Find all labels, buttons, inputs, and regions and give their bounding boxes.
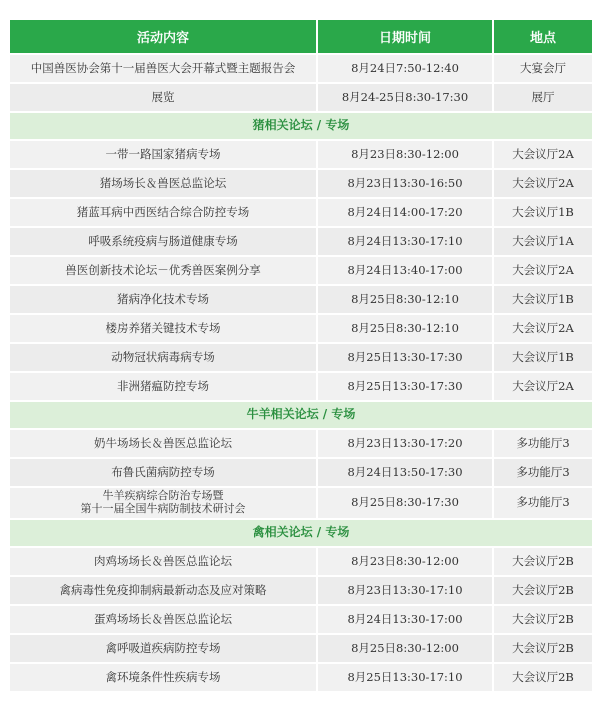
table-row: [9, 429, 593, 458]
location-cell: 大会议厅2B: [493, 576, 593, 605]
datetime-cell: 8月24日13:30-17:10: [317, 227, 493, 256]
datetime-cell: 8月24日7:50-12:40: [317, 54, 493, 83]
table-row: [9, 227, 593, 256]
location-cell: 多功能厅3: [493, 458, 593, 487]
location-cell: 大会议厅1B: [493, 285, 593, 314]
section-header-poultry: [9, 519, 593, 547]
table-row: [9, 576, 593, 605]
table-row: [9, 372, 593, 401]
table-row: [9, 140, 593, 169]
location-cell: 多功能厅3: [493, 487, 593, 519]
activity-cell: 非洲猪瘟防控专场: [9, 372, 317, 401]
activity-line-1: 牛羊疾病综合防治专场暨: [102, 489, 224, 503]
table-row: [9, 83, 593, 112]
table-row: [9, 198, 593, 227]
table-row: [9, 54, 593, 83]
datetime-cell: 8月23日13:30-17:20: [317, 429, 493, 458]
activity-cell: 兽医创新技术论坛－优秀兽医案例分享: [9, 256, 317, 285]
location-cell: 大会议厅2A: [493, 140, 593, 169]
table-row: [9, 547, 593, 576]
activity-cell: 禽环境条件性疾病专场: [9, 663, 317, 692]
datetime-cell: 8月25日13:30-17:30: [317, 372, 493, 401]
activity-cell: 呼吸系统疫病与肠道健康专场: [9, 227, 317, 256]
table-row: [9, 169, 593, 198]
table-row: [9, 605, 593, 634]
activity-cell: 一带一路国家猪病专场: [9, 140, 317, 169]
table-row: [9, 663, 593, 692]
header-row: [9, 19, 593, 54]
table-row: [9, 285, 593, 314]
location-cell: 大会议厅2A: [493, 314, 593, 343]
location-cell: 展厅: [493, 83, 593, 112]
location-cell: 大会议厅1A: [493, 227, 593, 256]
location-cell: 大会议厅1B: [493, 198, 593, 227]
activity-cell: 蛋鸡场场长＆兽医总监论坛: [9, 605, 317, 634]
datetime-cell: 8月25日13:30-17:10: [317, 663, 493, 692]
table-row: [9, 314, 593, 343]
datetime-cell: 8月24日13:40-17:00: [317, 256, 493, 285]
table-row: [9, 343, 593, 372]
table-row: [9, 256, 593, 285]
activity-cell: 中国兽医协会第十一届兽医大会开幕式暨主题报告会: [9, 54, 317, 83]
datetime-cell: 8月23日8:30-12:00: [317, 140, 493, 169]
datetime-cell: 8月24日13:50-17:30: [317, 458, 493, 487]
section-header-cattle: [9, 401, 593, 429]
location-cell: 大会议厅2B: [493, 605, 593, 634]
schedule-table: [8, 18, 594, 693]
section-header-pig: [9, 112, 593, 140]
activity-cell: 猪场场长＆兽医总监论坛: [9, 169, 317, 198]
activity-cell: 展览: [9, 83, 317, 112]
datetime-cell: 8月24日14:00-17:20: [317, 198, 493, 227]
activity-cell: 楼房养猪关键技术专场: [9, 314, 317, 343]
location-cell: 大会议厅2B: [493, 634, 593, 663]
section-title: 禽相关论坛 / 专场: [9, 519, 593, 547]
datetime-cell: 8月25日8:30-12:10: [317, 285, 493, 314]
activity-cell: 猪病净化技术专场: [9, 285, 317, 314]
activity-cell: 动物冠状病毒病专场: [9, 343, 317, 372]
header-activity: 活动内容: [9, 19, 317, 54]
location-cell: 大会议厅2A: [493, 372, 593, 401]
activity-cell: 奶牛场场长＆兽医总监论坛: [9, 429, 317, 458]
activity-line-2: 第十一届全国牛病防制技术研讨会: [80, 502, 246, 515]
datetime-cell: 8月25日8:30-12:00: [317, 634, 493, 663]
datetime-cell: 8月25日8:30-17:30: [317, 487, 493, 519]
datetime-cell: 8月23日13:30-16:50: [317, 169, 493, 198]
table-row: [9, 458, 593, 487]
section-title: 牛羊相关论坛 / 专场: [9, 401, 593, 429]
activity-cell: [9, 487, 317, 519]
location-cell: 大会议厅2A: [493, 169, 593, 198]
datetime-cell: 8月24-25日8:30-17:30: [317, 83, 493, 112]
location-cell: 大会议厅1B: [493, 343, 593, 372]
location-cell: 多功能厅3: [493, 429, 593, 458]
location-cell: 大会议厅2A: [493, 256, 593, 285]
datetime-cell: 8月23日13:30-17:10: [317, 576, 493, 605]
section-title: 猪相关论坛 / 专场: [9, 112, 593, 140]
activity-cell: 禽病毒性免疫抑制病最新动态及应对策略: [9, 576, 317, 605]
datetime-cell: 8月24日13:30-17:00: [317, 605, 493, 634]
datetime-cell: 8月25日8:30-12:10: [317, 314, 493, 343]
location-cell: 大宴会厅: [493, 54, 593, 83]
table-row: [9, 487, 593, 519]
activity-cell: 禽呼吸道疾病防控专场: [9, 634, 317, 663]
header-location: 地点: [493, 19, 593, 54]
datetime-cell: 8月23日8:30-12:00: [317, 547, 493, 576]
activity-cell: 猪蓝耳病中西医结合综合防控专场: [9, 198, 317, 227]
table-row: [9, 634, 593, 663]
datetime-cell: 8月25日13:30-17:30: [317, 343, 493, 372]
location-cell: 大会议厅2B: [493, 663, 593, 692]
header-datetime: 日期时间: [317, 19, 493, 54]
activity-cell: 布鲁氏菌病防控专场: [9, 458, 317, 487]
activity-cell: 肉鸡场场长＆兽医总监论坛: [9, 547, 317, 576]
location-cell: 大会议厅2B: [493, 547, 593, 576]
